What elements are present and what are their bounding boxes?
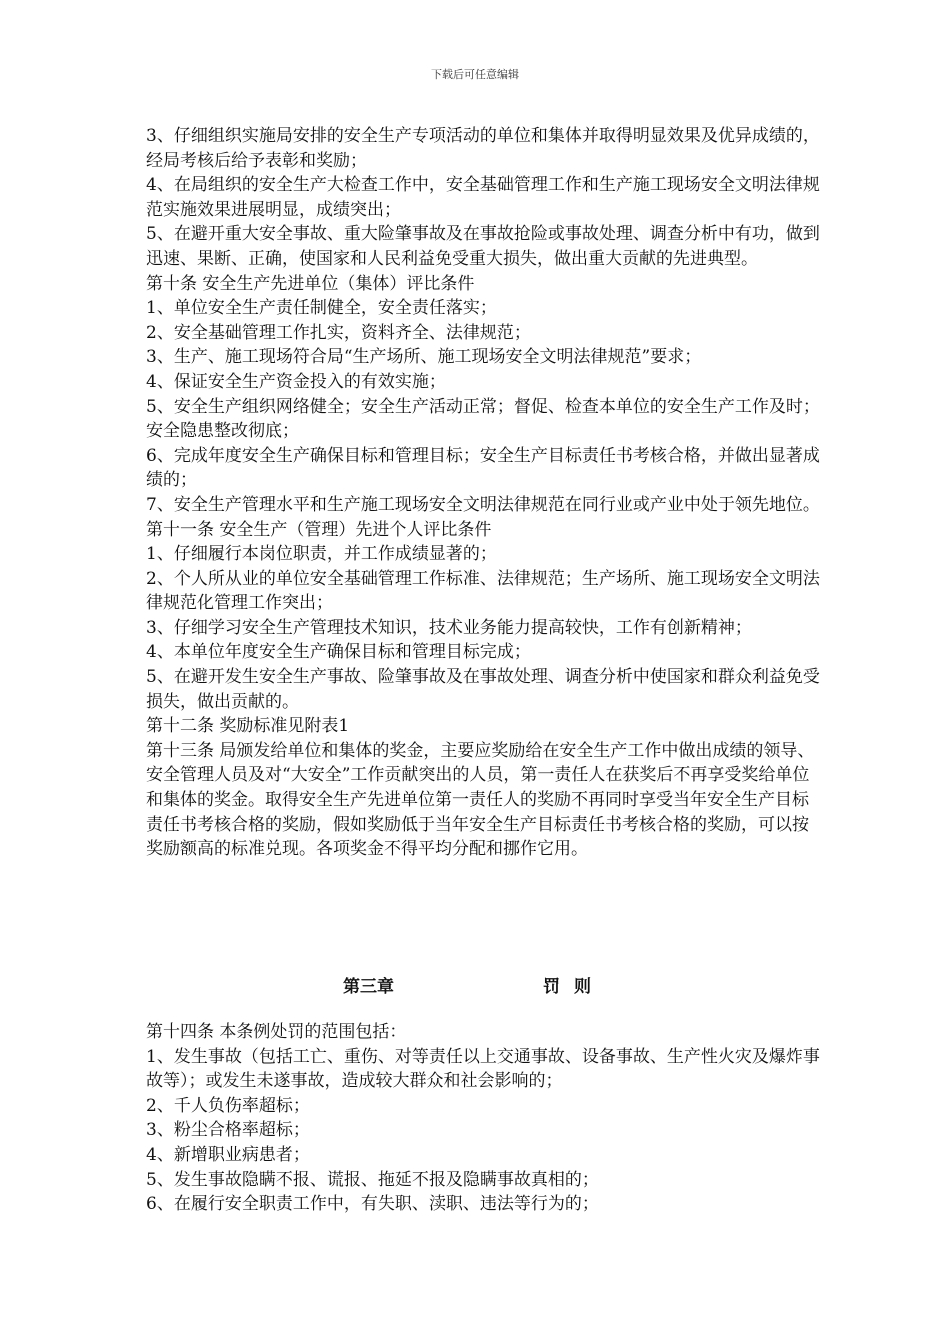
paragraph: 6、完成年度安全生产确保目标和管理目标；安全生产目标责任书考核合格，并做出显著成绩的； [146,445,820,491]
paragraph: 4、在局组织的安全生产大检查工作中，安全基础管理工作和生产施工现场安全文明法律规范实施效果进展明显，成绩突出； [146,175,820,220]
paragraph: 2、安全基础管理工作扎实，资料齐全、法律规范； [146,322,531,343]
article-heading: 第十一条 安全生产（管理）先进个人评比条件 [146,519,492,540]
paragraph: 3、仔细学习安全生产管理技术知识，技术业务能力提高较快，工作有创新精神； [146,617,752,638]
paragraph: 7、安全生产管理水平和生产施工现场安全文明法律规范在同行业或产业中处于领先地位。 [146,494,820,515]
chapter-title: 罚则 [543,977,605,997]
document-body-upper [146,124,822,862]
paragraph: 1、仔细履行本岗位职责，并工作成绩显著的； [146,544,497,565]
paragraph: 4、本单位年度安全生产确保目标和管理目标完成； [146,642,531,663]
paragraph: 5、在避开重大安全事故、重大险肇事故及在事故抢险或事故处理、调查分析中有功，做到迅速、果断、正确，使国家和人民利益免受重大损失，做出重大贡献的先进典型。 [146,224,820,269]
paragraph: 5、安全生产组织网络健全；安全生产活动正常；督促、检查本单位的安全生产工作及时；安全隐患整改彻底； [146,396,820,442]
article-heading: 第十条 安全生产先进单位（集体）评比条件 [146,273,475,294]
paragraph: 5、发生事故隐瞒不报、谎报、拖延不报及隐瞒事故真相的； [146,1169,599,1190]
paragraph: 3、粉尘合格率超标； [146,1120,310,1141]
document-body-lower [146,1020,822,1217]
paragraph: 1、单位安全生产责任制健全，安全责任落实； [146,298,497,319]
paragraph: 2、千人负伤率超标； [146,1095,310,1116]
chapter-number: 第三章 [343,977,394,997]
page-header: 下载后可任意编辑 [431,68,519,81]
chapter-heading [0,972,950,998]
paragraph: 2、个人所从业的单位安全基础管理工作标准、法律规范；生产场所、施工现场安全文明法律规范化管理工作突出； [146,568,820,614]
paragraph: 4、保证安全生产资金投入的有效实施； [146,371,446,392]
paragraph: 第十三条 局颁发给单位和集体的奖金，主要应奖励给在安全生产工作中做出成绩的领导、安全管理人员及对“大安全”工作贡献突出的人员，第一责任人在获奖后不再享受奖给单位和集体的奖金。取得安全生产先进单位第一责任人的奖励不再同时享受当年安全生产目标责任书考核合格的奖励，假如奖励低于当年安全生产目标责任书考核合格的奖励，可以按奖励额高的标准兑现。各项奖金不得平均分配和挪作它用。 [146,740,815,860]
paragraph: 5、在避开发生安全生产事故、险肇事故及在事故处理、调查分析中使国家和群众利益免受损失，做出贡献的。 [146,667,820,712]
article-heading: 第十二条 奖励标准见附表1 [146,716,350,737]
paragraph: 3、仔细组织实施局安排的安全生产专项活动的单位和集体并取得明显效果及优异成绩的，经局考核后给予表彰和奖励； [146,126,820,171]
article-heading: 第十四条 本条例处罚的范围包括： [146,1022,407,1042]
paragraph: 3、生产、施工现场符合局“生产场所、施工现场安全文明法律规范”要求； [146,347,702,368]
paragraph: 4、新增职业病患者； [146,1144,310,1165]
paragraph: 1、发生事故（包括工亡、重伤、对等责任以上交通事故、设备事故、生产性火灾及爆炸事故等）；或发生未遂事故，造成较大群众和社会影响的； [146,1046,820,1092]
paragraph: 6、在履行安全职责工作中，有失职、渎职、违法等行为的； [146,1194,599,1215]
